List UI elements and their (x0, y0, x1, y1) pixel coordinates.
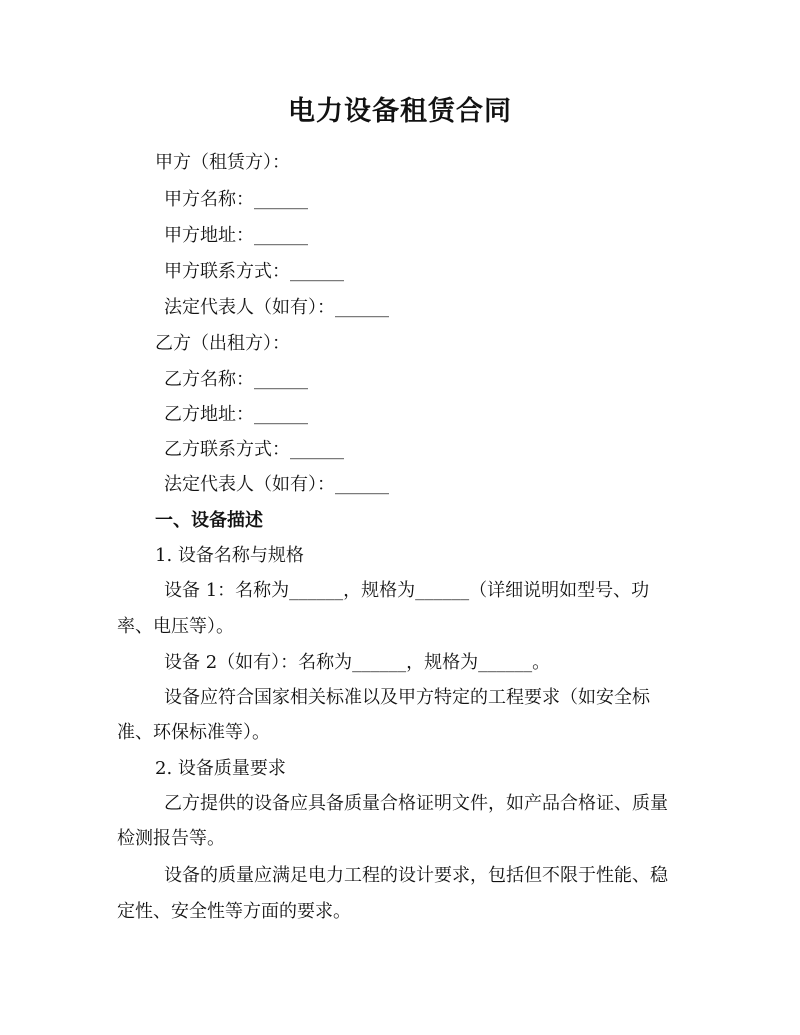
quality-paragraph-2-line-1: 设备的质量应满足电力工程的设计要求，包括但不限于性能、稳 (164, 865, 668, 886)
document-title: 电力设备租赁合同 (288, 96, 512, 127)
device-1-paragraph-line-2: 率、电压等）。 (117, 616, 234, 637)
party-b-heading: 乙方（出租方）： (155, 333, 290, 354)
party-a-heading: 甲方（租赁方）： (155, 152, 290, 173)
subsection-1-heading: 1. 设备名称与规格 (155, 545, 304, 566)
quality-paragraph-1-line-2: 检测报告等。 (117, 828, 225, 849)
party-a-representative: 法定代表人（如有）：______ (164, 297, 389, 318)
party-b-representative: 法定代表人（如有）：______ (164, 474, 389, 495)
party-b-address: 乙方地址：______ (164, 404, 308, 425)
section-1-heading: 一、设备描述 (155, 510, 263, 531)
party-a-contact: 甲方联系方式：______ (164, 261, 344, 282)
device-2-paragraph: 设备 2（如有）：名称为______，规格为______。 (164, 652, 551, 673)
device-1-paragraph-line-1: 设备 1：名称为______，规格为______（详细说明如型号、功 (164, 580, 650, 601)
quality-paragraph-2-line-2: 定性、安全性等方面的要求。 (117, 901, 351, 922)
standard-paragraph-line-1: 设备应符合国家相关标准以及甲方特定的工程要求（如安全标 (164, 687, 650, 708)
subsection-2-heading: 2. 设备质量要求 (155, 758, 286, 779)
quality-paragraph-1-line-1: 乙方提供的设备应具备质量合格证明文件，如产品合格证、质量 (164, 793, 668, 814)
party-b-name: 乙方名称：______ (164, 369, 308, 390)
party-a-address: 甲方地址：______ (164, 225, 308, 246)
standard-paragraph-line-2: 准、环保标准等）。 (117, 722, 270, 743)
party-a-name: 甲方名称：______ (164, 189, 308, 210)
party-b-contact: 乙方联系方式：______ (164, 439, 344, 460)
